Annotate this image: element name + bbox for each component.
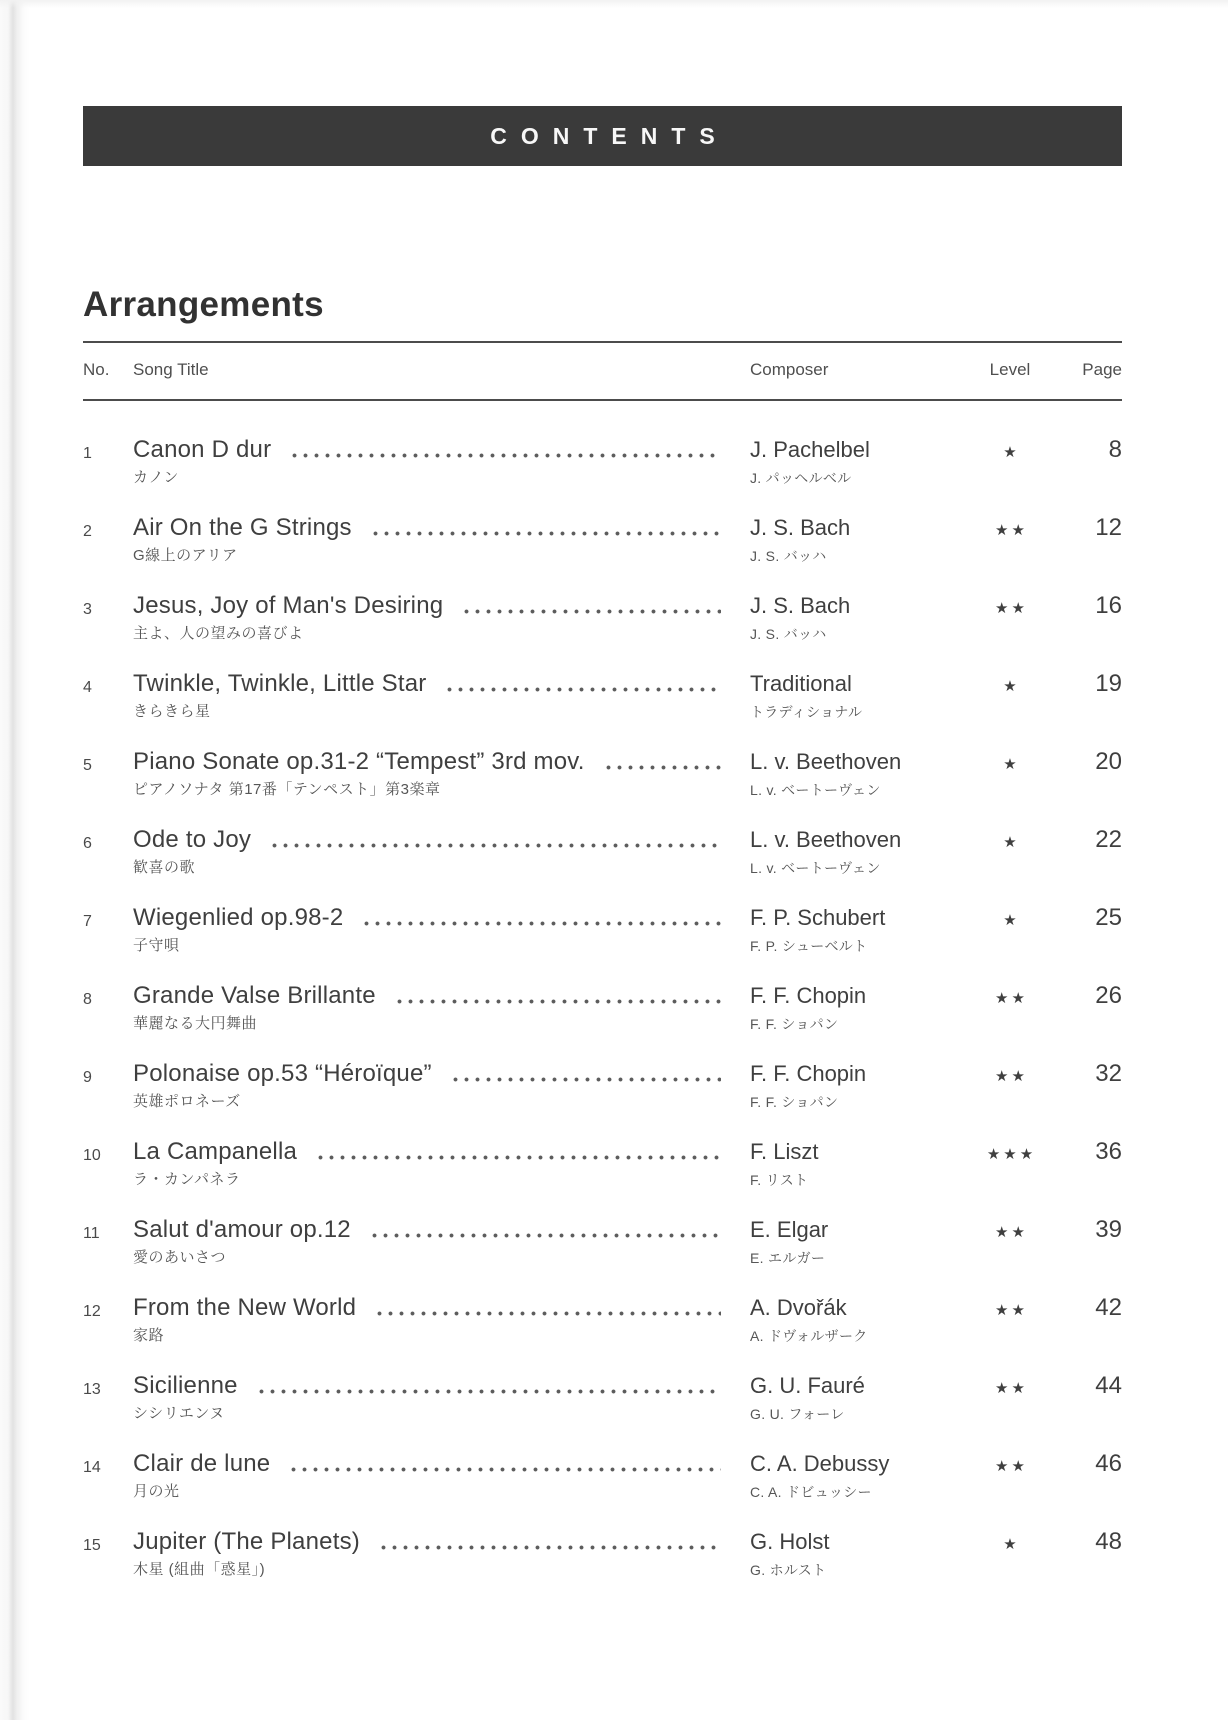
level-stars: ★★ (995, 1380, 1028, 1397)
composer-name-japanese: F. F. ショパン (750, 1016, 839, 1032)
page-number: 36 (1095, 1138, 1122, 1165)
page-number: 20 (1095, 748, 1122, 775)
level-stars: ★★ (995, 1224, 1028, 1241)
song-number: 7 (83, 913, 92, 930)
song-title: Jesus, Joy of Man's Desiring (133, 592, 444, 619)
dot-leader (444, 671, 721, 697)
song-number: 3 (83, 601, 92, 618)
level-stars: ★ (1003, 444, 1020, 461)
page-number: 39 (1095, 1216, 1122, 1243)
column-header-title: Song Title (133, 360, 209, 379)
dot-leader (603, 749, 721, 775)
song-number: 13 (83, 1381, 101, 1398)
composer-name-japanese: J. S. バッハ (750, 626, 827, 642)
dot-leader (370, 515, 721, 541)
song-number: 9 (83, 1069, 92, 1086)
page-number: 26 (1095, 982, 1122, 1009)
song-number: 14 (83, 1459, 101, 1476)
column-header-level: Level (989, 360, 1031, 379)
level-stars: ★★ (995, 1068, 1028, 1085)
song-title-japanese: 華麗なる大円舞曲 (133, 1015, 258, 1032)
page-number: 19 (1095, 670, 1122, 697)
composer-name-japanese: G. U. フォーレ (750, 1406, 845, 1422)
song-title: Wiegenlied op.98-2 (133, 904, 344, 931)
song-title: Air On the G Strings (133, 514, 352, 541)
song-title: Jupiter (The Planets) (133, 1528, 360, 1555)
song-number: 1 (83, 445, 92, 462)
dot-leader (256, 1373, 721, 1399)
composer-name: G. U. Fauré (750, 1373, 865, 1398)
song-title: Salut d'amour op.12 (133, 1216, 351, 1243)
page-number: 8 (1108, 436, 1122, 463)
contents-banner-label: CONTENTS (490, 122, 729, 149)
composer-name: J. Pachelbel (750, 437, 870, 462)
composer-name: A. Dvořák (750, 1295, 847, 1320)
level-stars: ★★ (995, 522, 1028, 539)
level-stars: ★ (1003, 678, 1020, 695)
composer-name-japanese: A. ドヴォルザーク (750, 1328, 868, 1344)
scan-edge-top-shadow (0, 0, 1228, 8)
composer-name-japanese: F. F. ショパン (750, 1094, 839, 1110)
song-title-japanese: 木星 (組曲「惑星」) (133, 1561, 266, 1578)
composer-name-japanese: C. A. ドビュッシー (750, 1484, 872, 1500)
song-title: Polonaise op.53 “Héroïque” (133, 1060, 432, 1087)
level-stars: ★ (1003, 1536, 1020, 1553)
table-row (83, 1373, 1122, 1451)
composer-name: L. v. Beethoven (750, 827, 902, 852)
song-title-japanese: きらきら星 (133, 703, 211, 720)
contents-banner (83, 106, 1122, 166)
level-stars: ★★★ (986, 1146, 1037, 1163)
table-row (83, 1295, 1122, 1373)
composer-name: C. A. Debussy (750, 1451, 890, 1476)
page-number: 22 (1095, 826, 1122, 853)
composer-name-japanese: G. ホルスト (750, 1562, 827, 1578)
table-row (83, 1139, 1122, 1217)
table-row (83, 1061, 1122, 1139)
song-number: 15 (83, 1537, 101, 1554)
table-row (83, 749, 1122, 827)
page-number: 46 (1095, 1450, 1122, 1477)
song-title-japanese: ピアノソナタ 第17番「テンペスト」第3楽章 (133, 781, 441, 798)
dot-leader (361, 905, 721, 931)
composer-name: F. F. Chopin (750, 983, 867, 1008)
composer-name: G. Holst (750, 1529, 830, 1554)
page-number: 44 (1095, 1372, 1122, 1399)
table-row (83, 437, 1122, 515)
page-number: 16 (1095, 592, 1122, 619)
dot-leader (315, 1139, 721, 1165)
song-number: 4 (83, 679, 92, 696)
dot-leader (374, 1295, 721, 1321)
song-title-japanese: 子守唄 (133, 937, 180, 954)
song-number: 10 (83, 1147, 101, 1164)
composer-name: F. Liszt (750, 1139, 819, 1164)
dot-leader (289, 437, 721, 463)
composer-name-japanese: トラディショナル (750, 704, 863, 720)
song-title-japanese: カノン (133, 469, 179, 486)
composer-name-japanese: L. v. ベートーヴェン (750, 860, 881, 876)
composer-name: Traditional (750, 671, 852, 696)
table-header (83, 360, 1122, 380)
table-row (83, 1451, 1122, 1529)
page-number: 32 (1095, 1060, 1122, 1087)
page-number: 12 (1095, 514, 1122, 541)
table-row (83, 593, 1122, 671)
song-title: Ode to Joy (133, 826, 252, 853)
dot-leader (369, 1217, 721, 1243)
table-row (83, 1217, 1122, 1295)
song-title-japanese: G線上のアリア (133, 547, 238, 564)
page-number: 42 (1095, 1294, 1122, 1321)
song-title: Sicilienne (133, 1372, 238, 1399)
song-title: La Campanella (133, 1138, 298, 1165)
song-number: 12 (83, 1303, 101, 1320)
column-header-no: No. (83, 360, 110, 379)
dot-leader (378, 1529, 721, 1555)
level-stars: ★★ (995, 1458, 1028, 1475)
column-header-composer: Composer (750, 360, 829, 379)
level-stars: ★ (1003, 756, 1020, 773)
song-number: 11 (83, 1225, 100, 1242)
dot-leader (461, 593, 721, 619)
song-title-japanese: 主よ、人の望みの喜びよ (133, 625, 304, 642)
dot-leader (288, 1451, 721, 1477)
composer-name: J. S. Bach (750, 515, 851, 540)
dot-leader (394, 983, 721, 1009)
level-stars: ★ (1003, 912, 1020, 929)
table-row (83, 515, 1122, 593)
song-title-japanese: 英雄ポロネーズ (133, 1093, 241, 1110)
table-row (83, 905, 1122, 983)
song-title-japanese: 家路 (133, 1327, 165, 1344)
scan-edge-shadow (0, 0, 30, 1720)
level-stars: ★★ (995, 1302, 1028, 1319)
table-header-rule (83, 399, 1122, 401)
song-number: 6 (83, 835, 92, 852)
song-title-japanese: 愛のあいさつ (133, 1249, 227, 1266)
toc-rows (83, 437, 1122, 1607)
song-title: Canon D dur (133, 436, 272, 463)
song-title-japanese: 月の光 (133, 1483, 180, 1500)
composer-name: E. Elgar (750, 1217, 829, 1242)
song-number: 5 (83, 757, 92, 774)
level-stars: ★★ (995, 600, 1028, 617)
song-title: Clair de lune (133, 1450, 271, 1477)
composer-name-japanese: J. パッヘルベル (750, 470, 852, 486)
composer-name-japanese: F. リスト (750, 1172, 809, 1188)
song-title: From the New World (133, 1294, 357, 1321)
composer-name-japanese: L. v. ベートーヴェン (750, 782, 881, 798)
page-number: 25 (1095, 904, 1122, 931)
composer-name: F. P. Schubert (750, 905, 886, 930)
table-top-rule (83, 341, 1122, 343)
composer-name-japanese: J. S. バッハ (750, 548, 827, 564)
composer-name-japanese: F. P. シューベルト (750, 938, 868, 954)
dot-leader (269, 827, 721, 853)
song-title-japanese: ラ・カンパネラ (133, 1171, 241, 1188)
composer-name: F. F. Chopin (750, 1061, 867, 1086)
song-title: Twinkle, Twinkle, Little Star (133, 670, 427, 697)
level-stars: ★ (1003, 834, 1020, 851)
level-stars: ★★ (995, 990, 1028, 1007)
song-title: Grande Valse Brillante (133, 982, 376, 1009)
column-header-page: Page (1082, 360, 1122, 379)
song-number: 8 (83, 991, 92, 1008)
composer-name: L. v. Beethoven (750, 749, 902, 774)
song-number: 2 (83, 523, 92, 540)
composer-name-japanese: E. エルガー (750, 1250, 826, 1266)
song-title: Piano Sonate op.31-2 “Tempest” 3rd mov. (133, 748, 585, 775)
table-row (83, 1529, 1122, 1607)
table-row (83, 671, 1122, 749)
song-title-japanese: シシリエンヌ (133, 1405, 225, 1422)
song-title-japanese: 歓喜の歌 (133, 859, 196, 876)
dot-leader (450, 1061, 721, 1087)
table-row (83, 827, 1122, 905)
composer-name: J. S. Bach (750, 593, 851, 618)
page-number: 48 (1095, 1528, 1122, 1555)
table-row (83, 983, 1122, 1061)
section-title: Arrangements (83, 285, 324, 324)
